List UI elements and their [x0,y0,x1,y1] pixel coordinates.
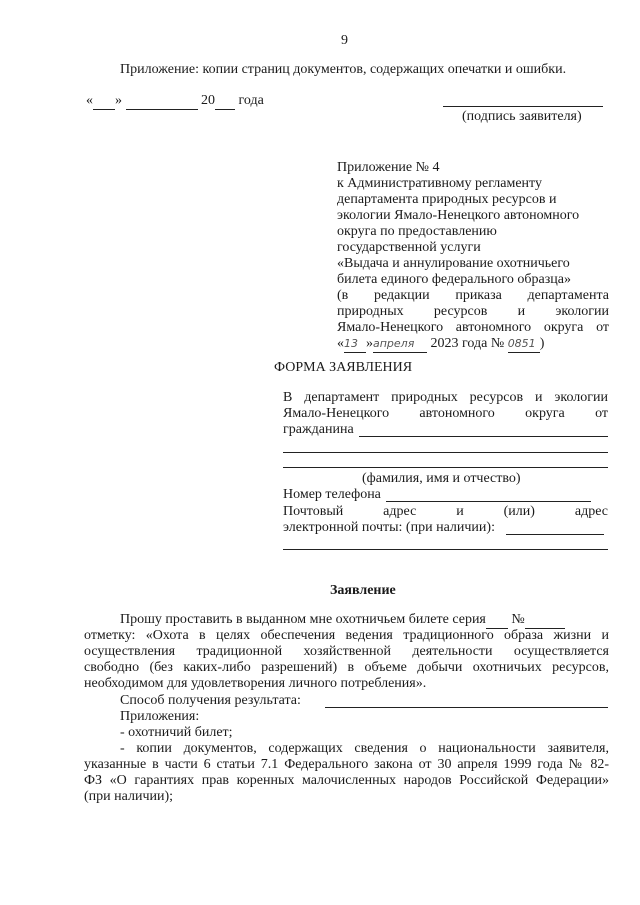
appendix-line: природных ресурсов и экологии [337,304,609,319]
appendix-line: государственной услуги [337,240,481,255]
signature-line[interactable] [443,106,603,107]
attachment-note: Приложение: копии страниц документов, содержащих опечатки и ошибки. [120,62,567,77]
appendix-line: департамента природных ресурсов и [337,192,557,207]
appendix-line: Ямало-Ненецкого автономного округа от [337,320,609,335]
attachments-label: Приложения: [120,709,200,724]
statement-heading: Заявление [330,583,396,598]
number-blank[interactable] [525,612,565,629]
item2-line: - копии документов, содержащих сведения о национальности заявителя, [120,741,609,756]
para1-line: отметку: «Охота в целях обеспечения ведения традиционного образа жизни и [84,628,609,643]
email-field[interactable] [506,534,604,535]
appendix-block [337,160,609,353]
appendix-line: к Административному регламенту [337,176,542,191]
appendix-last-line: «13 »апреля 2023 года № 0851 ) [337,336,545,351]
month-blank[interactable] [126,93,198,110]
email-label: электронной почты: (при наличии): [283,520,495,535]
appendix-line: экологии Ямало-Ненецкого автономного [337,208,580,223]
item2-line: ФЗ «О гарантиях прав коренных малочисленных народов Российской Федерации» [84,773,609,788]
email-field-2[interactable] [283,549,608,550]
item2-line: указанные в части 6 статьи 7.1 Федерального закона от 30 апреля 1999 года № 82- [84,757,609,772]
appendix-line: билета единого федерального образца» [337,272,571,287]
para1-last-line: необходимом для удовлетворения личного потребления». [84,676,427,691]
appendix-line: «Выдача и аннулирование охотничьего [337,256,570,271]
para1-line: свободно (без каких-либо разрешений) в объеме добычи охотничьих ресурсов, [84,660,609,675]
method-field[interactable] [325,707,608,708]
fio-caption: (фамилия, имя и отчество) [362,471,521,486]
citizen-label: гражданина [283,422,354,437]
para1-line: осуществления традиционной хозяйственной деятельности осуществляется [84,644,609,659]
phone-field[interactable] [386,501,591,502]
date-line: « » 20 года [86,93,264,108]
addressee-block [283,390,608,422]
to-line: В департамент природных ресурсов и экологии [283,390,608,405]
attachment-item-2 [84,741,609,805]
postal-line: Почтовый адрес и (или) адрес [283,504,608,519]
method-label: Способ получения результата: [120,693,301,708]
to-line: Ямало-Ненецкого автономного округа от [283,406,608,421]
series-blank[interactable] [486,612,508,629]
item2-last-line: (при наличии); [84,789,174,804]
handwritten-day: 13 [344,336,366,353]
day-blank[interactable] [93,93,115,110]
year-blank[interactable] [215,93,235,110]
citizen-field[interactable] [359,436,608,437]
handwritten-number: 0851 [508,336,540,353]
signature-caption: (подпись заявителя) [462,109,582,124]
handwritten-month: апреля [373,336,427,353]
attachment-item: - охотничий билет; [120,725,233,740]
citizen-field-2[interactable] [283,452,608,453]
para1-body [84,628,609,692]
appendix-line: округа по предоставлению [337,224,497,239]
citizen-field-3[interactable] [283,467,608,468]
para1-first-line: Прошу проставить в выданном мне охотничьем билете серия № [120,612,565,629]
phone-label: Номер телефона [283,487,381,502]
appendix-line: (в редакции приказа департамента [337,288,609,303]
form-title: ФОРМА ЗАЯВЛЕНИЯ [274,360,413,375]
page-number: 9 [341,33,348,48]
appendix-line: Приложение № 4 [337,160,440,175]
